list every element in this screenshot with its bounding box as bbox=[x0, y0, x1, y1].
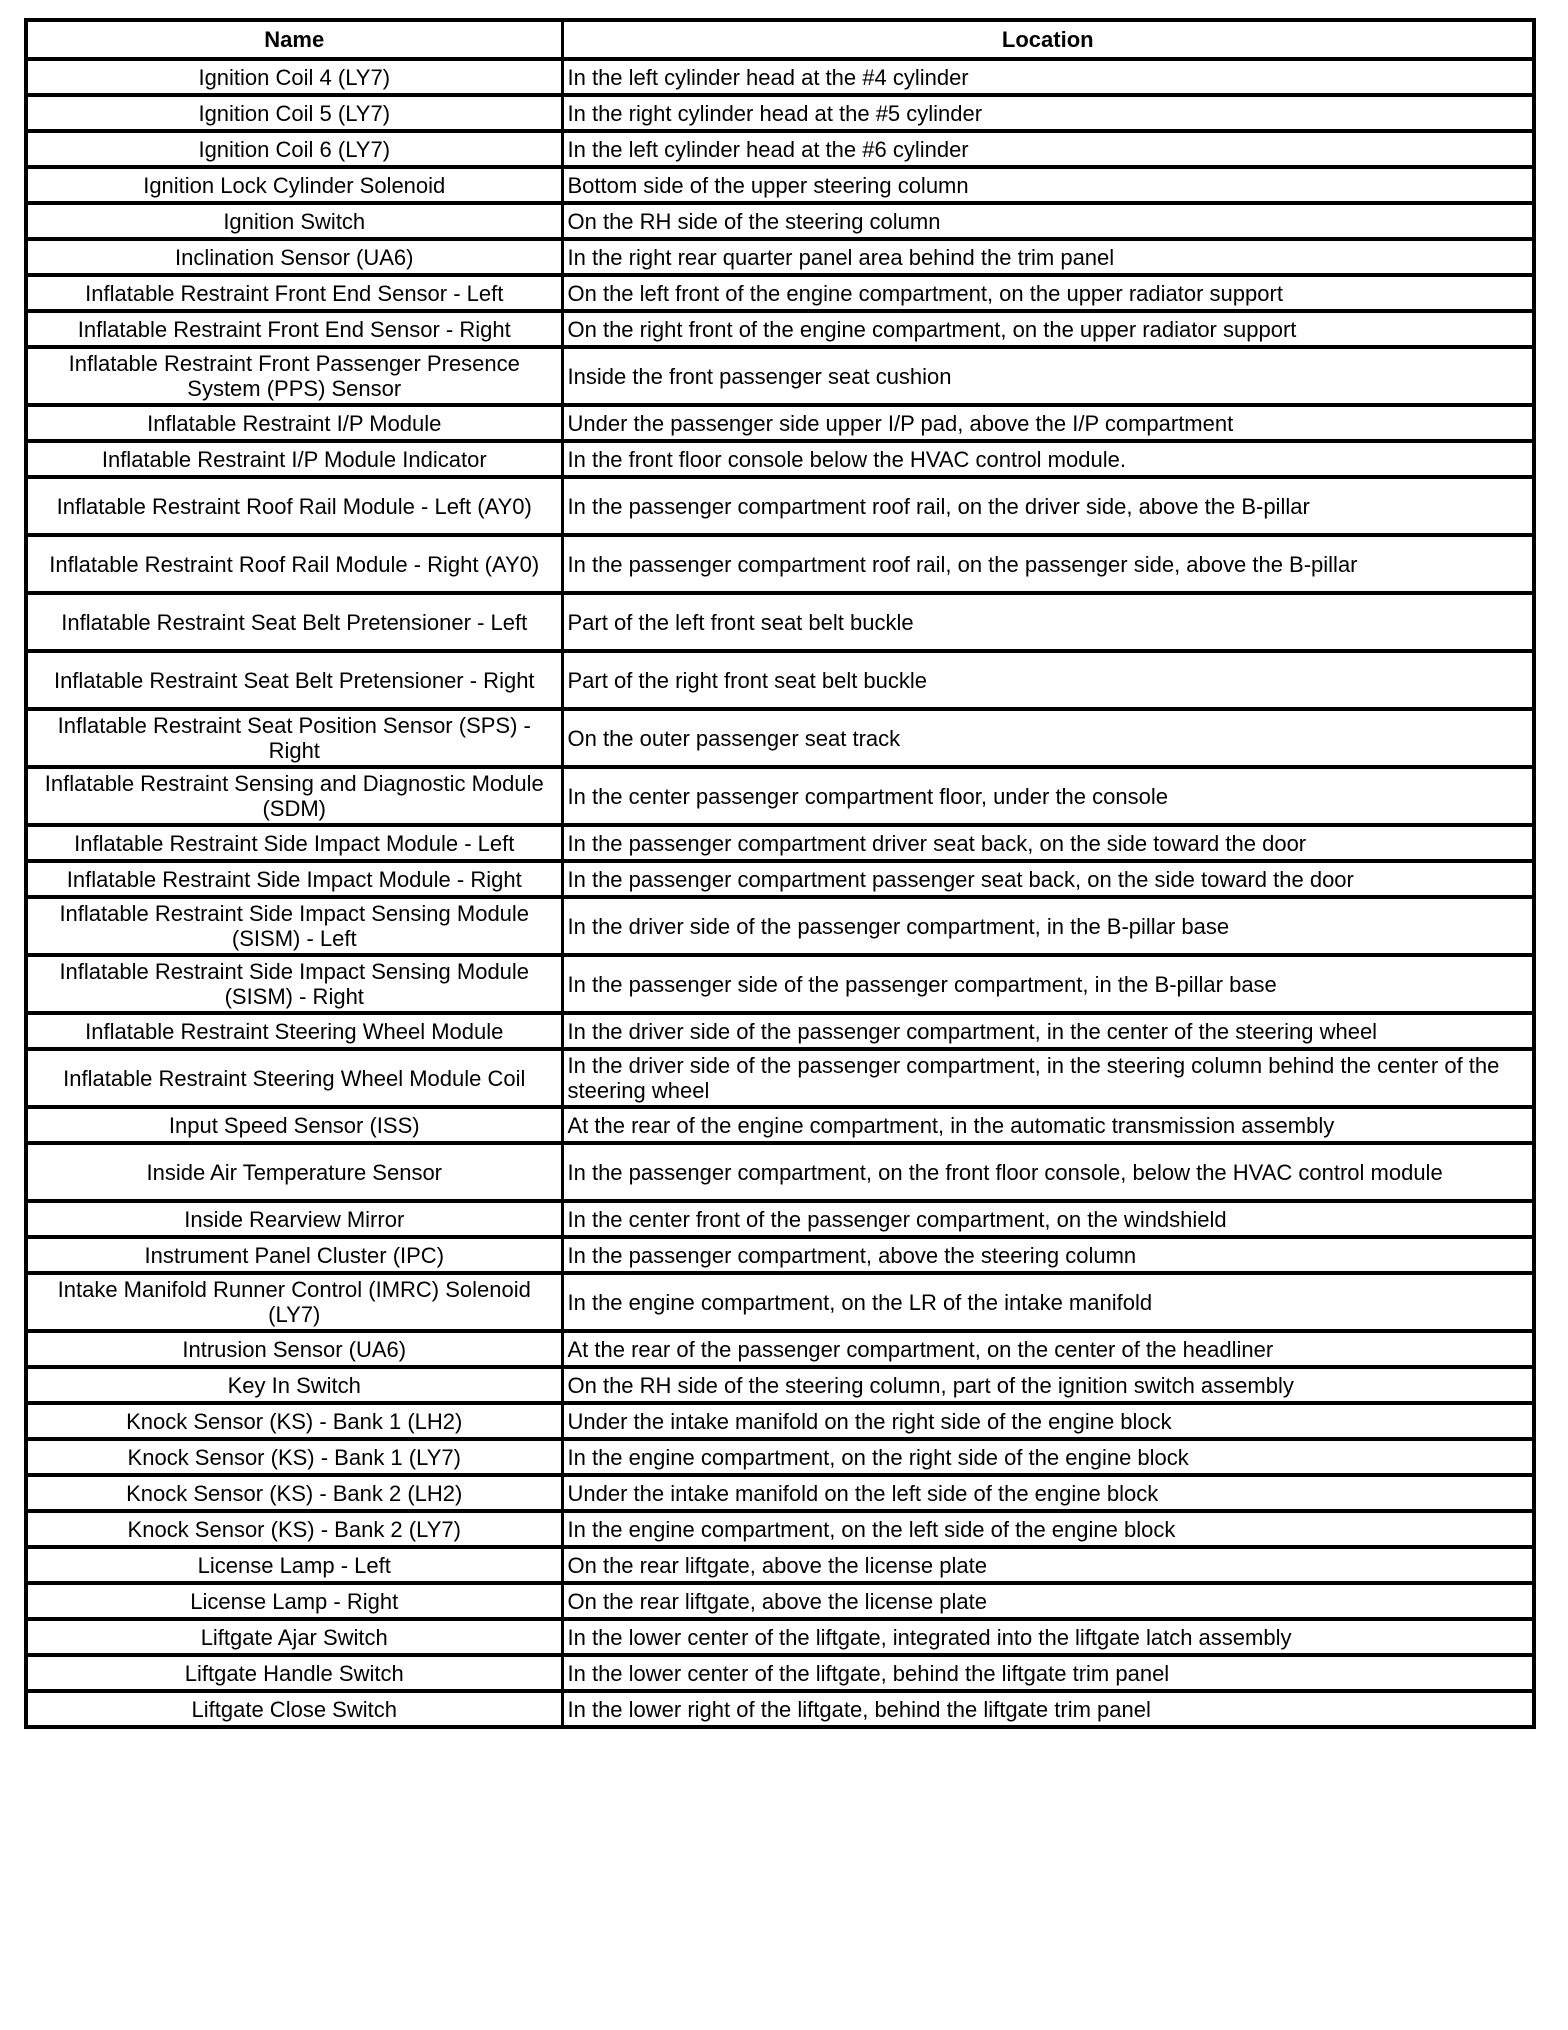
table-row bbox=[26, 203, 1534, 239]
component-location-cell: Part of the right front seat belt buckle bbox=[562, 651, 1534, 709]
table-row bbox=[26, 1511, 1534, 1547]
component-name-cell: Ignition Coil 5 (LY7) bbox=[26, 95, 562, 131]
column-header-location: Location bbox=[562, 20, 1534, 59]
component-location-cell: Inside the front passenger seat cushion bbox=[562, 347, 1534, 405]
component-name-cell: Inflatable Restraint Front End Sensor - Right bbox=[26, 311, 562, 347]
component-location-cell: Under the passenger side upper I/P pad, above the I/P compartment bbox=[562, 405, 1534, 441]
component-location-cell: In the center front of the passenger compartment, on the windshield bbox=[562, 1201, 1534, 1237]
component-name-cell: Knock Sensor (KS) - Bank 2 (LH2) bbox=[26, 1475, 562, 1511]
table-row bbox=[26, 1655, 1534, 1691]
component-location-cell: In the center passenger compartment floor, under the console bbox=[562, 767, 1534, 825]
table-row bbox=[26, 1475, 1534, 1511]
table-row bbox=[26, 1367, 1534, 1403]
component-location-cell: In the passenger compartment driver seat back, on the side toward the door bbox=[562, 825, 1534, 861]
component-location-table bbox=[24, 18, 1536, 1729]
component-location-cell: In the left cylinder head at the #6 cylinder bbox=[562, 131, 1534, 167]
component-location-cell: In the lower center of the liftgate, behind the liftgate trim panel bbox=[562, 1655, 1534, 1691]
component-name-cell: Knock Sensor (KS) - Bank 2 (LY7) bbox=[26, 1511, 562, 1547]
component-name-cell: Inflatable Restraint I/P Module Indicator bbox=[26, 441, 562, 477]
table-row bbox=[26, 1439, 1534, 1475]
component-name-cell: Inflatable Restraint I/P Module bbox=[26, 405, 562, 441]
table-row bbox=[26, 955, 1534, 1013]
table-row bbox=[26, 95, 1534, 131]
component-name-cell: Knock Sensor (KS) - Bank 1 (LH2) bbox=[26, 1403, 562, 1439]
component-location-cell: On the RH side of the steering column, part of the ignition switch assembly bbox=[562, 1367, 1534, 1403]
table-row bbox=[26, 1201, 1534, 1237]
component-name-cell: Liftgate Close Switch bbox=[26, 1691, 562, 1727]
component-location-cell: In the driver side of the passenger compartment, in the center of the steering wheel bbox=[562, 1013, 1534, 1049]
table-header-row bbox=[26, 20, 1534, 59]
component-location-cell: In the right rear quarter panel area behind the trim panel bbox=[562, 239, 1534, 275]
component-location-cell: In the engine compartment, on the LR of the intake manifold bbox=[562, 1273, 1534, 1331]
table-row bbox=[26, 1237, 1534, 1273]
table-row bbox=[26, 1013, 1534, 1049]
component-location-cell: In the passenger compartment roof rail, on the driver side, above the B-pillar bbox=[562, 477, 1534, 535]
table-row bbox=[26, 709, 1534, 767]
component-name-cell: Ignition Switch bbox=[26, 203, 562, 239]
component-location-cell: On the left front of the engine compartment, on the upper radiator support bbox=[562, 275, 1534, 311]
component-name-cell: Inflatable Restraint Steering Wheel Module bbox=[26, 1013, 562, 1049]
component-location-cell: In the front floor console below the HVAC control module. bbox=[562, 441, 1534, 477]
component-location-cell: In the driver side of the passenger compartment, in the steering column behind the center of the steering wheel bbox=[562, 1049, 1534, 1107]
table-row bbox=[26, 1273, 1534, 1331]
column-header-name: Name bbox=[26, 20, 562, 59]
component-location-cell: At the rear of the passenger compartment, on the center of the headliner bbox=[562, 1331, 1534, 1367]
component-location-cell: At the rear of the engine compartment, in the automatic transmission assembly bbox=[562, 1107, 1534, 1143]
component-location-cell: In the driver side of the passenger compartment, in the B-pillar base bbox=[562, 897, 1534, 955]
component-location-cell: In the lower center of the liftgate, integrated into the liftgate latch assembly bbox=[562, 1619, 1534, 1655]
component-name-cell: Inflatable Restraint Side Impact Module - Right bbox=[26, 861, 562, 897]
component-location-cell: In the passenger compartment, above the steering column bbox=[562, 1237, 1534, 1273]
component-name-cell: Inflatable Restraint Side Impact Module - Left bbox=[26, 825, 562, 861]
table-row bbox=[26, 311, 1534, 347]
table-row bbox=[26, 1583, 1534, 1619]
table-row bbox=[26, 651, 1534, 709]
component-location-cell: In the right cylinder head at the #5 cylinder bbox=[562, 95, 1534, 131]
table-row bbox=[26, 405, 1534, 441]
component-location-cell: On the right front of the engine compartment, on the upper radiator support bbox=[562, 311, 1534, 347]
component-location-cell: In the left cylinder head at the #4 cylinder bbox=[562, 59, 1534, 95]
table-row bbox=[26, 897, 1534, 955]
table-row bbox=[26, 1403, 1534, 1439]
component-name-cell: Inflatable Restraint Roof Rail Module - Left (AY0) bbox=[26, 477, 562, 535]
component-name-cell: Liftgate Ajar Switch bbox=[26, 1619, 562, 1655]
component-name-cell: Inflatable Restraint Seat Belt Pretensioner - Left bbox=[26, 593, 562, 651]
component-location-cell: On the rear liftgate, above the license plate bbox=[562, 1583, 1534, 1619]
table-row bbox=[26, 441, 1534, 477]
component-location-cell: On the outer passenger seat track bbox=[562, 709, 1534, 767]
component-location-cell: Under the intake manifold on the left side of the engine block bbox=[562, 1475, 1534, 1511]
component-name-cell: Inflatable Restraint Front Passenger Presence System (PPS) Sensor bbox=[26, 347, 562, 405]
component-name-cell: Ignition Coil 4 (LY7) bbox=[26, 59, 562, 95]
component-name-cell: Inflatable Restraint Front End Sensor - Left bbox=[26, 275, 562, 311]
component-location-cell: Bottom side of the upper steering column bbox=[562, 167, 1534, 203]
table-row bbox=[26, 825, 1534, 861]
component-name-cell: Intake Manifold Runner Control (IMRC) Solenoid (LY7) bbox=[26, 1273, 562, 1331]
component-name-cell: Inflatable Restraint Sensing and Diagnostic Module (SDM) bbox=[26, 767, 562, 825]
component-location-cell: In the passenger side of the passenger compartment, in the B-pillar base bbox=[562, 955, 1534, 1013]
table-row bbox=[26, 1331, 1534, 1367]
table-row bbox=[26, 593, 1534, 651]
component-name-cell: Inside Air Temperature Sensor bbox=[26, 1143, 562, 1201]
component-location-cell: In the engine compartment, on the left side of the engine block bbox=[562, 1511, 1534, 1547]
component-name-cell: Inflatable Restraint Side Impact Sensing Module (SISM) - Right bbox=[26, 955, 562, 1013]
table-row bbox=[26, 767, 1534, 825]
table-row bbox=[26, 131, 1534, 167]
component-name-cell: Inclination Sensor (UA6) bbox=[26, 239, 562, 275]
component-name-cell: Inflatable Restraint Side Impact Sensing Module (SISM) - Left bbox=[26, 897, 562, 955]
component-name-cell: Inflatable Restraint Seat Belt Pretensioner - Right bbox=[26, 651, 562, 709]
component-name-cell: Liftgate Handle Switch bbox=[26, 1655, 562, 1691]
component-name-cell: Inflatable Restraint Seat Position Sensor (SPS) - Right bbox=[26, 709, 562, 767]
component-location-cell: In the passenger compartment, on the front floor console, below the HVAC control module bbox=[562, 1143, 1534, 1201]
component-name-cell: License Lamp - Right bbox=[26, 1583, 562, 1619]
table-row bbox=[26, 1691, 1534, 1727]
table-row bbox=[26, 1143, 1534, 1201]
component-location-cell: Under the intake manifold on the right side of the engine block bbox=[562, 1403, 1534, 1439]
table-row bbox=[26, 239, 1534, 275]
component-name-cell: Input Speed Sensor (ISS) bbox=[26, 1107, 562, 1143]
component-name-cell: Inside Rearview Mirror bbox=[26, 1201, 562, 1237]
component-location-table-container bbox=[24, 18, 1536, 1729]
component-location-cell: In the passenger compartment roof rail, on the passenger side, above the B-pillar bbox=[562, 535, 1534, 593]
component-name-cell: Ignition Lock Cylinder Solenoid bbox=[26, 167, 562, 203]
component-name-cell: Knock Sensor (KS) - Bank 1 (LY7) bbox=[26, 1439, 562, 1475]
table-row bbox=[26, 1547, 1534, 1583]
table-row bbox=[26, 1619, 1534, 1655]
component-name-cell: Inflatable Restraint Roof Rail Module - Right (AY0) bbox=[26, 535, 562, 593]
table-row bbox=[26, 347, 1534, 405]
component-name-cell: Ignition Coil 6 (LY7) bbox=[26, 131, 562, 167]
component-location-cell: On the RH side of the steering column bbox=[562, 203, 1534, 239]
component-name-cell: Instrument Panel Cluster (IPC) bbox=[26, 1237, 562, 1273]
table-row bbox=[26, 1049, 1534, 1107]
component-location-cell: Part of the left front seat belt buckle bbox=[562, 593, 1534, 651]
table-row bbox=[26, 167, 1534, 203]
component-location-cell: On the rear liftgate, above the license plate bbox=[562, 1547, 1534, 1583]
component-location-cell: In the passenger compartment passenger seat back, on the side toward the door bbox=[562, 861, 1534, 897]
table-row bbox=[26, 861, 1534, 897]
component-location-cell: In the lower right of the liftgate, behind the liftgate trim panel bbox=[562, 1691, 1534, 1727]
component-name-cell: Inflatable Restraint Steering Wheel Module Coil bbox=[26, 1049, 562, 1107]
component-name-cell: License Lamp - Left bbox=[26, 1547, 562, 1583]
table-body bbox=[26, 59, 1534, 1727]
table-row bbox=[26, 477, 1534, 535]
component-name-cell: Intrusion Sensor (UA6) bbox=[26, 1331, 562, 1367]
table-row bbox=[26, 535, 1534, 593]
table-row bbox=[26, 1107, 1534, 1143]
component-location-cell: In the engine compartment, on the right side of the engine block bbox=[562, 1439, 1534, 1475]
table-row bbox=[26, 275, 1534, 311]
component-name-cell: Key In Switch bbox=[26, 1367, 562, 1403]
table-row bbox=[26, 59, 1534, 95]
